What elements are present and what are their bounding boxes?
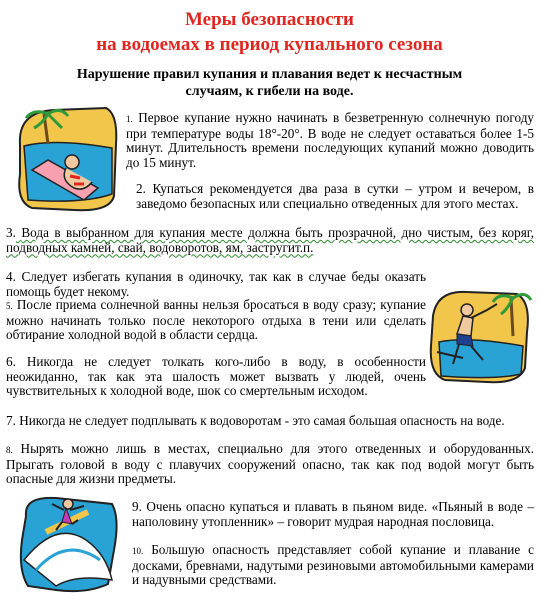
page-title-line2: на водоемах в период купального сезона — [96, 34, 443, 55]
list-item-8 — [6, 442, 534, 487]
list-item-4 — [6, 270, 426, 299]
diver-clipart — [427, 286, 533, 386]
item-text: Очень опасно купаться и плавать в пьяном виде. «Пьяный в воде – наполовину утопленник» – говорит мудрая народная пословица. — [132, 499, 535, 529]
item-number: 2. — [136, 181, 146, 196]
item-text: Никогда не следует толкать кого-либо в воду, в особенности неожиданно, так как эта шалость может вызвать у людей, очень чувствительных к холодной воде, шок со смертельным исходом. — [6, 354, 426, 399]
list-item-3 — [6, 226, 534, 255]
list-item-2 — [136, 182, 534, 211]
item-text: Вода в выбранном для купания месте должна быть прозрачной, дно чистым, без коряг, подводных камней, свай, водоворотов, ям, застругит.п. — [6, 225, 534, 255]
item-number: 9. — [132, 499, 142, 514]
item-text: Никогда не следует подплывать к водоворотам - это самая большая опасность на воде. — [19, 413, 505, 428]
page-title-line1: Меры безопасности — [184, 9, 354, 30]
item-number: 10. — [132, 546, 144, 556]
list-item-5 — [6, 298, 426, 343]
item-number: 3. — [6, 225, 16, 240]
item-number: 5. — [6, 301, 13, 311]
item-text: Большую опасность представляет собой купание и плавание с досками, бревнами, надутыми резиновыми автомобильными камерами и надувными средствами. — [132, 542, 535, 588]
surfer-clipart — [16, 490, 122, 596]
item-number: 7. — [6, 413, 16, 428]
page-subtitle — [10, 66, 529, 100]
sunbather-clipart — [14, 104, 122, 216]
subtitle-line2: случаям, к гибели на воде. — [185, 84, 354, 99]
item-text: После приема солнечной ванны нельзя бросаться в воду сразу; купание можно начинать только после некоторого отдыха в тени или сделать обтирание холодной водой в области сердца. — [6, 297, 426, 343]
item-text: Купаться рекомендуется два раза в сутки – утром и вечером, в заведомо безопасных или специально отведенных для этого местах. — [136, 181, 535, 211]
item-text: Первое купание нужно начинать в безветренную солнечную погоду при температуре воды 18°-20°. В воде не следует оставаться более 1-5 минут. Длительность времени последующих купаний можно доводить до 15 минут. — [126, 110, 535, 170]
list-item-7 — [6, 414, 534, 429]
item-number: 1. — [126, 114, 133, 124]
list-item-9 — [132, 500, 534, 529]
item-number: 4. — [6, 269, 16, 284]
list-item-1 — [126, 111, 534, 170]
item-number: 6. — [6, 354, 16, 369]
item-text: Следует избегать купания в одиночку, так как в случае беды оказать помощь будет некому. — [6, 269, 427, 299]
item-number: 8. — [6, 445, 13, 455]
list-item-6 — [6, 355, 426, 399]
item-text: Нырять можно лишь в местах, специально для этого отведенных и оборудованных. Прыгать головой в воду с плавучих сооружений опасно, так как под водой могут быть опасные для жизни предметы. — [6, 441, 534, 487]
list-item-10 — [132, 543, 534, 588]
subtitle-line1: Нарушение правил купания и плавания ведет к несчастным — [76, 67, 463, 82]
